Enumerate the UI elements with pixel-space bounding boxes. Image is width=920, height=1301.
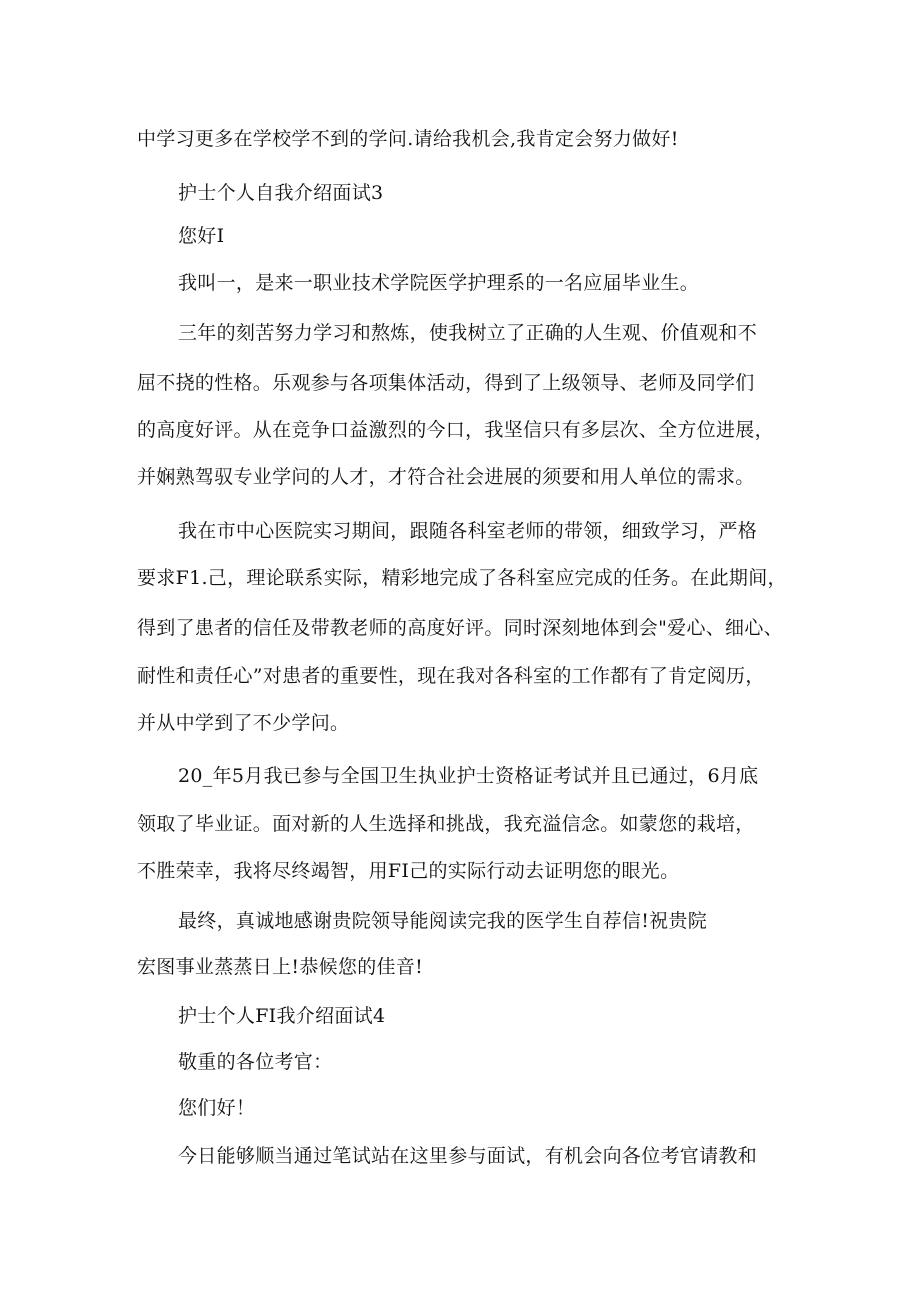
paragraph-line: 中学习更多在学校学不到的学问.请给我机会,我肯定会努力做好! bbox=[137, 128, 679, 150]
greeting-line: 您们好！ bbox=[178, 1097, 256, 1119]
paragraph-line: 今日能够顺当通过笔试站在这里参与面试，有机会向各位考官请教和 bbox=[178, 1145, 758, 1167]
section-heading: 护士个人自我介绍面试3 bbox=[178, 182, 384, 204]
paragraph-line: 耐性和责任心”对患者的重要性，现在我对各科室的工作都有了肯定阅历， bbox=[137, 665, 765, 687]
paragraph-line: 我在市中心医院实习期间，跟随各科室老师的带领，细致学习，严格 bbox=[178, 520, 758, 542]
paragraph-line: 屈不挠的性格。乐观参与各项集体活动，得到了上级领导、老师及同学们 bbox=[137, 372, 755, 394]
paragraph-line: 宏图事业蒸蒸日上!恭候您的佳音! bbox=[137, 956, 424, 978]
paragraph-line: 最终，真诚地感谢贵院领导能阅读完我的医学生自荐信!祝贵院 bbox=[178, 910, 708, 932]
paragraph-line: 三年的刻苦努力学习和熬炼，使我树立了正确的人生观、价值观和不 bbox=[178, 322, 758, 344]
section-heading: 护士个人FI我介绍面试4 bbox=[178, 1005, 386, 1027]
paragraph-line: 并从中学到了不少学问。 bbox=[137, 712, 350, 734]
paragraph-line: 得到了患者的信任及带教老师的高度好评。同时深刻地体到会"爱心、细心、 bbox=[137, 617, 783, 639]
paragraph-line: 20_年5月我已参与全国卫生执业护士资格证考试并且已通过，6月底 bbox=[178, 765, 759, 787]
paragraph-line: 的高度好评。从在竞争口益激烈的今口，我坚信只有多层次、全方位进展， bbox=[137, 419, 774, 441]
greeting-line: 您好I bbox=[178, 225, 225, 247]
paragraph-line: 我叫一，是来一职业技术学院医学护理系的一名应届毕业生。 bbox=[178, 272, 700, 294]
paragraph-line: 不胜荣幸，我将尽终竭智，用FI己的实际行动去证明您的眼光。 bbox=[137, 860, 680, 882]
paragraph-line: 领取了毕业证。面对新的人生选择和挑战，我充溢信念。如蒙您的栽培， bbox=[137, 813, 755, 835]
paragraph-line: 并娴熟驾驭专业学问的人才，才符合社会进展的须要和用人单位的需求。 bbox=[137, 466, 755, 488]
greeting-line: 敬重的各位考官： bbox=[178, 1051, 333, 1073]
paragraph-line: 要求F1.己，理论联系实际，精彩地完成了各科室应完成的任务。在此期间， bbox=[137, 567, 787, 589]
